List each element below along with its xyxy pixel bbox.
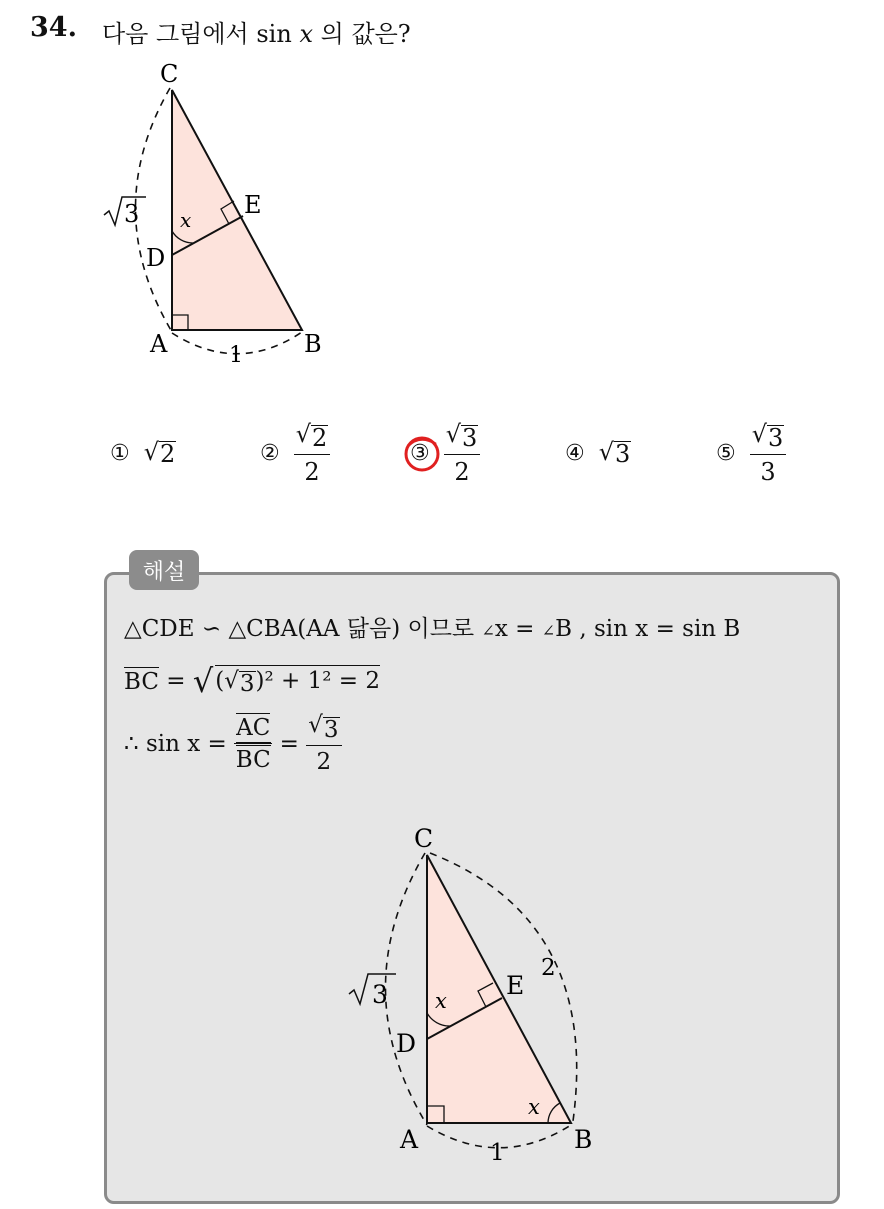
label-a: A	[150, 330, 168, 358]
svg-text:3: 3	[124, 200, 140, 228]
question-number: 34.	[30, 12, 77, 43]
label-x: x	[435, 989, 447, 1013]
choice-value: √ 3 2	[444, 422, 481, 484]
triangle-abc	[427, 855, 571, 1123]
choice-value: √ 3	[598, 438, 631, 469]
label-e: E	[244, 191, 262, 219]
choice-3[interactable]	[410, 418, 480, 488]
choice-value: √ 2	[143, 438, 176, 469]
solution-triangle-figure	[340, 815, 610, 1175]
choice-marker: ③	[410, 441, 430, 466]
label-bc-length: 2	[541, 955, 556, 981]
label-ab-length: 1	[229, 343, 243, 368]
choice-value: √ 2 2	[294, 422, 331, 484]
triangle-abc	[172, 90, 302, 330]
solution-line-3: ∴ sin x = $\frac{AC}{BC}$ = √ 3 2	[124, 714, 342, 774]
label-x-b: x	[528, 1095, 540, 1119]
choice-5[interactable]	[716, 418, 786, 488]
choice-marker: ⑤	[716, 440, 736, 466]
svg-text:3: 3	[372, 980, 388, 1009]
question-text: 다음 그림에서 sin x 의 값은?	[102, 20, 411, 48]
label-ac-length	[349, 974, 396, 1009]
choice-4[interactable]	[565, 418, 631, 488]
label-c: C	[414, 824, 434, 853]
label-ab-length: 1	[490, 1140, 505, 1166]
dashed-arc-ac	[385, 853, 427, 1125]
solution-label: 해설	[129, 550, 199, 590]
triangle-figure	[95, 55, 345, 375]
label-a: A	[400, 1125, 419, 1154]
label-b: B	[574, 1125, 593, 1154]
solution-line-2: BC = √ ( √ 3 )² + 1² = 2	[124, 662, 380, 700]
label-x: x	[180, 208, 192, 232]
choice-1[interactable]	[110, 418, 176, 488]
choice-value: √ 3 3	[750, 422, 787, 484]
solution-line-1: △CDE ∽ △CBA(AA 닮음) 이므로 ∠x = ∠B , sin x = sin B	[124, 616, 741, 642]
dashed-arc-ac	[135, 88, 172, 332]
choice-marker: ①	[110, 440, 130, 466]
label-d: D	[146, 244, 166, 272]
choice-marker: ④	[565, 440, 585, 466]
label-e: E	[506, 971, 525, 1000]
label-d: D	[396, 1029, 417, 1058]
answer-circle-icon	[400, 432, 444, 476]
choice-marker: ②	[260, 440, 280, 466]
label-b: B	[304, 330, 322, 358]
label-ac-length	[104, 197, 146, 228]
label-c: C	[160, 60, 179, 88]
choice-2[interactable]	[260, 418, 330, 488]
